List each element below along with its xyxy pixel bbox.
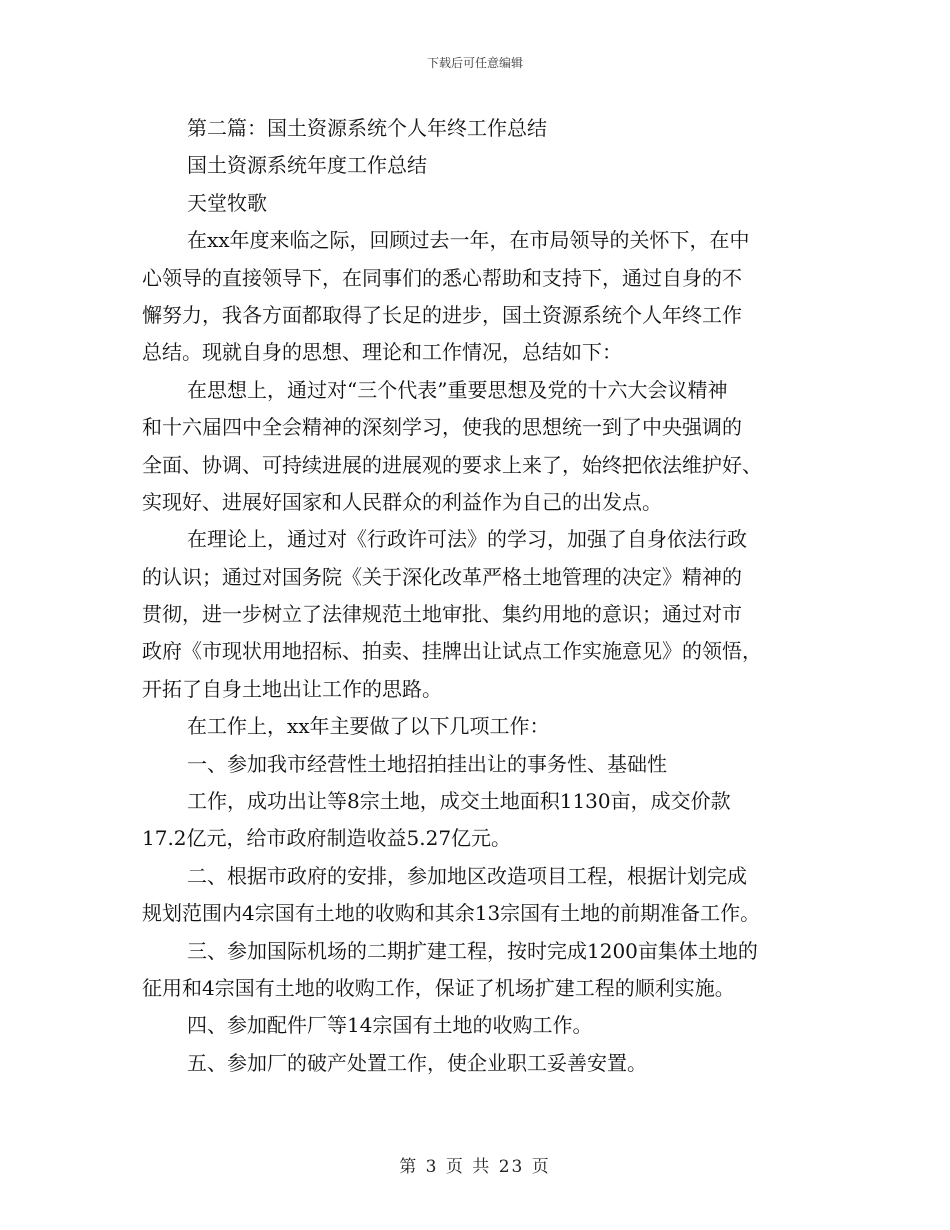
text-line: 总结。现就自身的思想、理论和工作情况，总结如下： [142,340,622,365]
text-line: 在理论上，通过对《行政许可法》的学习，加强了自身依法行政 [187,527,747,552]
text-line: 17.2亿元，给市政府制造收益5.27亿元。 [142,826,512,851]
text-line: 实现好、进展好国家和人民群众的利益作为自己的出发点。 [142,489,662,514]
text-line: 三、参加国际机场的二期扩建工程，按时完成1200亩集体土地的 [187,938,758,963]
document-body [142,110,812,1082]
text-line: 征用和4宗国有土地的收购工作，保证了机场扩建工程的顺利实施。 [142,975,735,1000]
page-header: 下载后可任意编辑 [426,56,523,70]
text-line: 懈努力，我各方面都取得了长足的进步，国土资源系统个人年终工作 [142,302,742,327]
text-line: 国土资源系统年度工作总结 [187,153,427,178]
text-line: 二、根据市政府的安排，参加地区改造项目工程，根据计划完成 [187,863,747,888]
text-line: 的认识；通过对国务院《关于深化改革严格土地管理的决定》精神的 [142,564,742,589]
text-line: 政府《市现状用地招标、拍卖、挂牌出让试点工作实施意见》的领悟， [142,639,762,664]
text-line: 在xx年度来临之际，回顾过去一年，在市局领导的关怀下，在中 [187,228,750,253]
text-line: 工作，成功出让等8宗土地，成交土地面积1130亩，成交价款 [187,789,731,814]
text-line: 心领导的直接领导下，在同事们的悉心帮助和支持下，通过自身的不 [142,265,742,290]
text-line: 四、参加配件厂等14宗国有土地的收购工作。 [187,1013,593,1038]
text-line: 在思想上，通过对“三个代表”重要思想及党的十六大会议精神 [187,377,728,402]
text-line: 和十六届四中全会精神的深刻学习，使我的思想统一到了中央强调的 [142,415,742,440]
page-footer: 第 3 页 共 23 页 [399,1157,551,1177]
text-line: 开拓了自身土地出让工作的思路。 [142,676,442,701]
text-line: 五、参加厂的破产处置工作，使企业职工妥善安置。 [187,1050,647,1075]
text-line: 贯彻，进一步树立了法律规范土地审批、集约用地的意识；通过对市 [142,602,742,627]
text-line: 天堂牧歌 [187,190,267,215]
text-line: 一、参加我市经营性土地招拍挂出让的事务性、基础性 [187,751,667,776]
text-line: 在工作上，xx年主要做了以下几项工作： [187,714,550,739]
text-line: 规划范围内4宗国有土地的收购和其余13宗国有土地的前期准备工作。 [142,901,761,926]
text-line: 第二篇：国土资源系统个人年终工作总结 [187,116,547,140]
text-line: 全面、协调、可持续进展的进展观的要求上来了，始终把依法维护好、 [142,452,762,477]
